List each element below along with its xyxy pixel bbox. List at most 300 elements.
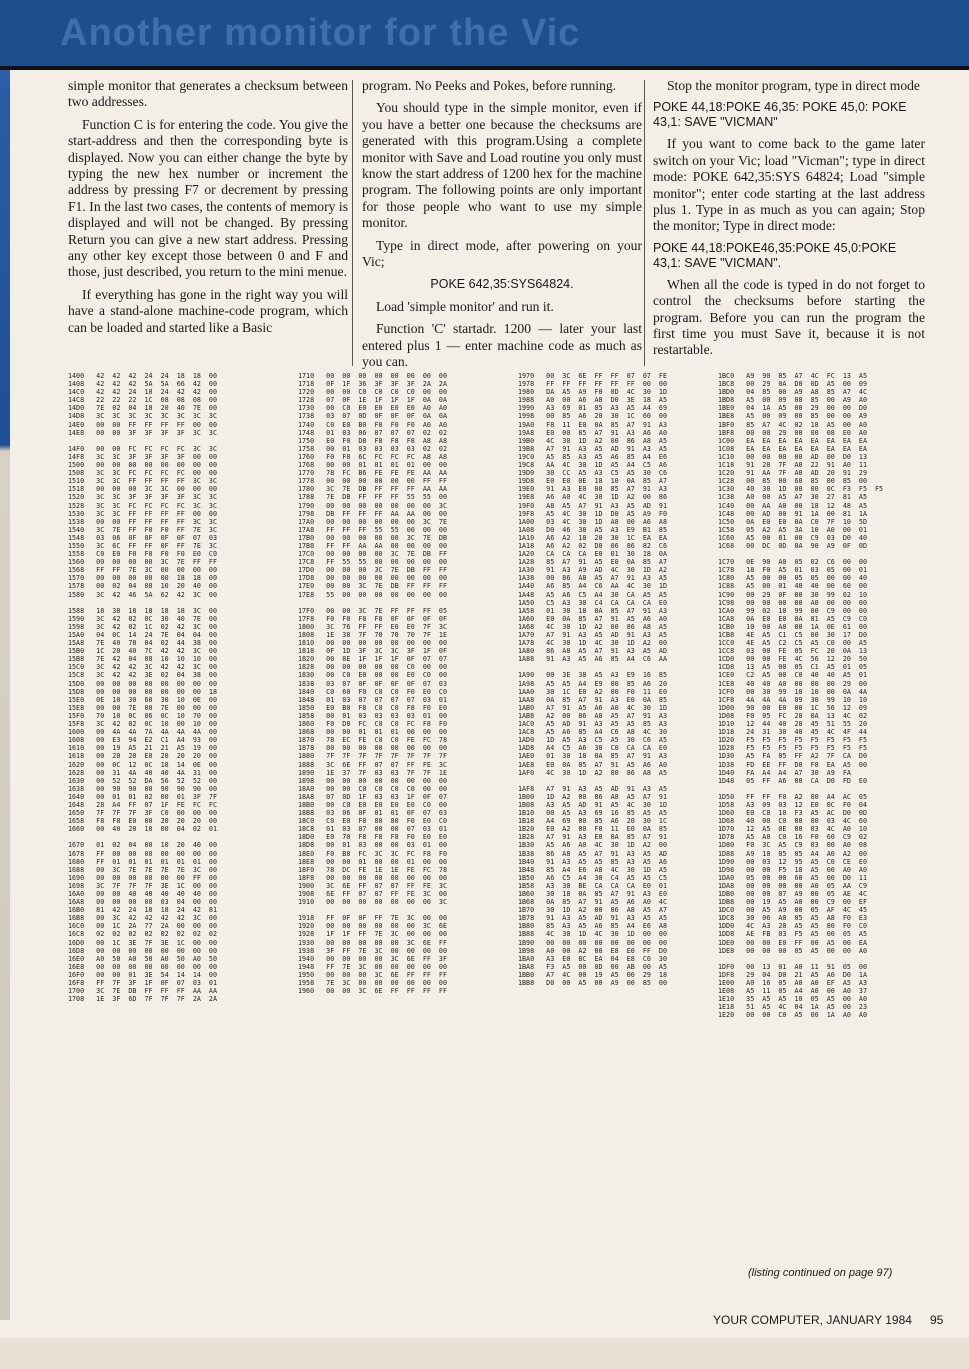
listing-row: 1DD8 AE FB 03 F5 A5 00 05 A5: [718, 930, 867, 939]
listing-row: 1690 00 00 00 00 00 00 FF 00: [68, 873, 217, 882]
listing-row: 1C80 A5 00 00 05 05 00 00 40: [718, 574, 867, 583]
listing-row: 1840 C0 60 F0 C0 C0 F0 E0 C0: [298, 687, 447, 696]
listing-row: 1830 00 C0 E0 00 00 E0 C0 00: [298, 671, 447, 680]
listing-row: 1598 3C 42 02 1C 02 42 3C 00: [68, 622, 217, 631]
listing-row: [718, 785, 888, 793]
listing-row: 1E20 00 00 C0 A5 00 1A A0 A0: [718, 1011, 867, 1020]
code-line: POKE 44,18:POKE46,35:POKE 45,0:POKE 43,1: SAVE "VICMAN".: [653, 240, 897, 270]
listing-row: 1978 FF FF FF FF FF FF 00 00: [518, 380, 667, 389]
listing-row: 1C20 91 AA 7F A0 AD 20 91 29: [718, 469, 867, 478]
listing-row: 1B18 A4 69 00 85 A6 20 30 1C: [518, 817, 667, 826]
listing-row: [68, 833, 238, 841]
listing-row: 19B8 A7 91 A3 A5 AD 91 A3 A5: [518, 444, 667, 453]
listing-row: 1920 00 00 00 00 00 00 3C 6E: [298, 922, 447, 931]
listing-row: 1B88 4C 30 1D 4C 30 1D 00 00: [518, 930, 667, 939]
listing-row: 1CC8 03 00 FE 05 FC 20 0A 13: [718, 647, 867, 656]
listing-row: 1750 E0 F0 D8 F8 F8 F8 A8 A8: [298, 436, 447, 445]
paragraph: If you want to come back to the game later switch on your Vic; load "Vicman"; type in direct mode: POKE 642,35:SYS 64824; Load "simple monitor"; enter code starting at the last address plus 1. Type in as much as you can again; Stop the monitor; Type in direct mode:: [653, 136, 925, 234]
listing-row: 1C98 00 00 00 00 A0 00 00 00: [718, 598, 867, 607]
listing-row: 1770 78 FC B6 FE FE FE AA AA: [298, 469, 447, 478]
listing-row: 1A38 00 86 A8 A5 A7 91 A3 A5: [518, 574, 667, 583]
listing-row: 1850 E0 B0 F8 C0 C0 F8 F0 E0: [298, 703, 447, 712]
listing-row: 1590 3C 42 02 0C 30 40 7E 00: [68, 614, 217, 623]
listing-row: 1AB8 A2 00 86 A8 A5 A7 91 A3: [518, 711, 667, 720]
bottom-edge: [0, 1338, 969, 1369]
listing-row: [718, 550, 888, 558]
listing-row: 1B68 0A 85 A7 91 A5 A6 A0 4C: [518, 898, 667, 907]
listing-row: 1948 FF 7E 3C 00 00 00 00 00: [298, 962, 447, 971]
listing-row: 1AB0 A7 91 A5 A6 A0 4C 30 1D: [518, 703, 667, 712]
listing-row: 15D0 00 00 00 00 00 00 00 00: [68, 679, 217, 688]
listing-row: 1958 7E 3C 00 00 00 00 00 00: [298, 979, 447, 988]
listing-row: 1790 00 00 00 00 00 00 00 3C: [298, 501, 447, 510]
listing-row: 1570 00 00 00 00 00 18 18 00: [68, 574, 217, 583]
listing-row: 1C90 00 29 0F 00 30 99 02 10: [718, 590, 867, 599]
listing-row: 1A78 4C 30 1D 4C 30 1D A2 00: [518, 639, 667, 648]
listing-row: 1CC0 4E A5 C2 C5 A5 C0 00 A5: [718, 639, 867, 648]
listing-row: 1BD0 04 85 00 A9 A8 85 A7 4C: [718, 388, 867, 397]
listing-row: 1500 00 00 00 00 00 00 00 00: [68, 461, 217, 470]
listing-row: 1A68 4C 30 1D A2 00 86 A8 A5: [518, 622, 667, 631]
listing-row: 18B0 00 C0 E0 E0 E0 E0 C0 00: [298, 800, 447, 809]
listing-row: 14F0 00 00 FC FC FC FC 3C 3C: [68, 444, 217, 453]
listing-row: 1BE8 A5 00 09 00 85 00 00 A9: [718, 412, 867, 421]
listing-row: 1660 00 40 20 10 00 04 02 01: [68, 825, 217, 834]
listing-row: 17C0 00 00 00 00 3C 7E DB FF: [298, 550, 447, 559]
listing-row: 19E0 91 A3 E0 00 85 A7 91 A3: [518, 485, 667, 494]
listing-row: 1A98 A5 A5 A4 E9 00 85 A6 20: [518, 679, 667, 688]
listing-row: 14E0 00 00 FF FF FF FF 00 00: [68, 420, 217, 429]
listing-row: 1708 1E 3F 6D 7F 7F 7F 2A 2A: [68, 995, 217, 1004]
listing-row: 1AE8 E0 0A 85 A7 91 A5 A6 A0: [518, 760, 667, 769]
listing-row: 15B8 7E 42 04 08 10 10 10 00: [68, 655, 217, 664]
listing-row: 1BF0 85 A7 4C 02 18 A5 00 A0: [718, 420, 867, 429]
listing-row: 1CE8 40 40 A0 00 00 00 29 00: [718, 679, 867, 688]
listing-row: 1D68 40 00 C0 00 00 03 4C 60: [718, 817, 867, 826]
listing-row: 1A10 A6 A2 18 20 30 1C EA EA: [518, 533, 667, 542]
listing-row: 1E00 A0 16 05 A0 A0 EF A5 A3: [718, 979, 867, 988]
listing-row: 18C8 01 03 07 00 00 07 03 01: [298, 825, 447, 834]
listing-row: 19D0 30 CC A5 A3 C5 A5 30 C6: [518, 469, 667, 478]
listing-row: 1560 00 00 00 00 3C 7E FF FF: [68, 558, 217, 567]
listing-row: 1CE0 C2 A5 00 C0 40 40 A5 01: [718, 671, 867, 680]
listing-column: [68, 372, 238, 1003]
listing-row: 1A18 A6 A2 02 D0 06 86 82 C6: [518, 541, 667, 550]
paragraph: program. No Peeks and Pokes, before running.: [362, 78, 617, 93]
listing-row: 1970 00 3C 6E FF FF 07 07 FE: [518, 372, 667, 380]
listing-row: 1618 00 20 20 E0 20 20 20 00: [68, 752, 217, 761]
listing-row: 1848 01 03 07 07 07 07 03 01: [298, 695, 447, 704]
listing-row: 1780 3C 7E DB FF FF FF AA AA: [298, 485, 447, 494]
listing-row: 1D38 FD EE FF D0 F8 EA A5 00: [718, 760, 867, 769]
listing-row: 1CD0 00 00 FE 4C 56 12 20 50: [718, 655, 867, 664]
listing-row: 19C0 A5 85 A3 A5 A6 85 A4 E6: [518, 452, 667, 461]
listing-row: 1D30 A5 FA 05 FF A2 7F CA D0: [718, 752, 867, 761]
listing-row: 15A0 04 0C 14 24 7E 04 04 00: [68, 631, 217, 639]
listing-row: 1D28 F5 F5 F5 F5 F5 F5 F5 F5: [718, 744, 867, 753]
listing-row: 1A88 91 A3 A5 A6 85 A4 C6 AA: [518, 655, 667, 664]
listing-row: 1768 00 00 01 01 01 01 00 00: [298, 461, 447, 470]
listing-row: 1518 00 00 00 3C 3C 00 00 00: [68, 485, 217, 494]
listing-row: [68, 599, 238, 607]
listing-row: 1B38 86 A8 A5 A7 91 A3 A5 AD: [518, 849, 667, 858]
listing-row: 1C38 A0 00 A5 A7 30 27 81 A5: [718, 493, 867, 502]
listing-row: 1E10 35 A5 A5 10 05 A5 00 A0: [718, 995, 867, 1004]
listing-row: 1E18 51 A5 4C 04 1A A5 00 23: [718, 1003, 867, 1012]
listing-row: 1888 3C 6E FF 07 07 FF FE 3C: [298, 760, 447, 769]
paragraph: Stop the monitor program, type in direct mode: [667, 78, 920, 93]
listing-row: 17B8 FF FF AA AA 00 00 00 00: [298, 541, 447, 550]
listing-row: 1640 00 01 01 02 00 01 3F 7F: [68, 792, 217, 801]
listing-row: 1C40 00 AA A0 00 18 12 48 A5: [718, 501, 867, 510]
listing-row: 1CF0 00 30 99 10 10 00 0A 4A: [718, 687, 867, 696]
listing-row: 1A28 85 A7 91 A5 E0 0A 85 A7: [518, 558, 667, 567]
listing-row: 1528 3C 3C FC FC FC FC 3C 3C: [68, 501, 217, 510]
listing-row: 1B08 A3 A5 AD 91 A5 4C 30 1D: [518, 800, 667, 809]
text-column-1: [68, 78, 348, 342]
listing-row: 1AF0 4C 30 1D A2 00 86 A8 A5: [518, 768, 667, 777]
continuation-note: (listing continued on page 97): [748, 1267, 893, 1279]
left-edge-strip: [0, 70, 10, 1320]
listing-row: 1508 3C 3C FC FC FC FC 00 00: [68, 469, 217, 478]
listing-row: 1758 00 01 03 03 03 03 02 02: [298, 444, 447, 453]
listing-row: 1740 C0 E0 B0 F0 F0 F0 A0 A0: [298, 420, 447, 429]
page-number: 95: [929, 1313, 944, 1327]
listing-row: 16A8 00 00 00 00 03 04 00 00: [68, 898, 217, 907]
listing-row: 19F8 A5 4C 30 1D D0 A5 A9 F0: [518, 509, 667, 518]
listing-row: 1798 DB FF FF FF AA AA 00 00: [298, 509, 447, 518]
listing-row: 1760 F0 F8 6C FC FC FC A8 A8: [298, 452, 447, 461]
listing-row: 1D88 A9 10 05 05 A4 A0 A2 00: [718, 849, 867, 858]
listing-row: 1998 00 85 A6 20 30 1C 60 00: [518, 412, 667, 421]
listing-row: 18A8 07 0D 1F 03 03 1F 0F 07: [298, 792, 447, 801]
listing-row: 1960 00 00 3C 6E FF FF FF FF: [298, 987, 447, 996]
listing-row: 1A50 C5 A3 30 C4 CA CA CA E0: [518, 598, 667, 607]
listing-row: 16F8 FF 7F 3F 1F 0F 07 03 01: [68, 979, 217, 988]
listing-row: 1DC8 30 06 A0 05 A5 A8 F0 E3: [718, 914, 867, 923]
listing-row: 1E08 A5 11 05 A4 A0 00 A0 37: [718, 987, 867, 996]
listing-row: [718, 955, 888, 963]
listing-row: 1990 A3 69 01 85 A3 A5 A4 69: [518, 404, 667, 413]
header-rule: [0, 66, 969, 70]
listing-row: 16C8 02 02 02 02 02 02 02 02: [68, 930, 217, 939]
listing-row: 1C28 00 85 00 60 85 00 85 00: [718, 477, 867, 486]
listing-row: 1720 00 00 C0 C0 C0 C0 00 00: [298, 388, 447, 397]
listing-column: [718, 372, 888, 1020]
listing-row: 1D20 F5 F5 F5 F5 F5 F5 F5 F5: [718, 736, 867, 745]
listing-row: 1828 00 00 00 00 00 C0 00 00: [298, 663, 447, 672]
listing-row: 18F8 00 00 00 00 00 00 00 00: [298, 873, 447, 882]
paragraph: Type in direct mode, after powering on your Vic;: [362, 237, 642, 270]
listing-row: 17C8 FF 55 55 00 00 00 00 00: [298, 558, 447, 567]
listing-row: 1B30 A5 A6 A0 4C 30 1D A2 00: [518, 841, 667, 850]
listing-row: 1898 00 00 00 00 00 00 00 00: [298, 776, 447, 785]
listing-row: 1B70 30 1D A2 00 86 A8 A5 A7: [518, 906, 667, 915]
listing-row: 18D0 E0 70 F8 F8 F8 F0 E0 E0: [298, 833, 447, 842]
listing-row: 1B10 00 A5 A3 69 16 85 A5 A5: [518, 809, 667, 818]
column-divider: [352, 80, 353, 366]
listing-row: 1C18 91 28 7F A0 22 91 A0 11: [718, 461, 867, 470]
listing-row: 1860 F0 D8 FC C0 C0 FC F8 F0: [298, 720, 447, 729]
listing-row: 1608 00 E3 94 E2 C1 A4 93 00: [68, 736, 217, 745]
listing-row: 1BA8 F3 A5 00 8D 00 AB 00 A5: [518, 962, 667, 971]
listing-row: 1B48 85 A4 E6 A8 4C 30 1D A5: [518, 865, 667, 874]
listing-row: 1A00 03 4C 30 1D A8 00 A6 A8: [518, 517, 667, 526]
listing-row: 1A90 00 3E 38 A5 A3 E9 16 85: [518, 671, 667, 680]
listing-row: 1808 1E 38 7F 70 70 70 7F 1E: [298, 631, 447, 639]
listing-row: 1710 00 00 00 00 00 00 00 00: [298, 372, 447, 380]
listing-row: 16E0 A0 50 A0 50 A0 50 A0 50: [68, 954, 217, 963]
listing-row: 19C8 AA 4C 30 1D A5 A4 C5 A6: [518, 461, 667, 470]
listing-row: 1818 0F 1D 3F 3C 3C 3F 1F 0F: [298, 647, 447, 656]
listing-row: 1820 00 8E 1F 1F 1F 0F 07 07: [298, 655, 447, 664]
listing-row: 1D70 12 A5 0E 00 03 4C A0 10: [718, 825, 867, 834]
listing-row: 1D50 FF FF F0 A2 00 A4 AC 05: [718, 792, 867, 801]
listing-row: [298, 906, 468, 914]
listing-row: 1578 00 02 04 08 10 20 40 00: [68, 582, 217, 591]
listing-row: 1408 42 42 42 5A 5A 66 42 00: [68, 380, 217, 389]
listing-row: 1D60 E0 C8 10 F3 A5 AC D0 0D: [718, 809, 867, 818]
listing-row: 1930 00 00 00 00 00 3C 6E FF: [298, 938, 447, 947]
listing-row: 1DA8 00 00 00 00 A0 05 AA C9: [718, 881, 867, 890]
listing-row: 1DB8 00 19 A5 A0 00 C9 00 EF: [718, 898, 867, 907]
listing-row: 1CB0 10 00 A0 00 1A 0E 61 00: [718, 622, 867, 631]
listing-row: 1D78 A5 A0 C0 16 F0 60 C9 02: [718, 833, 867, 842]
listing-row: 1980 DA A5 A9 F0 0D 4C 30 1D: [518, 388, 667, 397]
listing-row: 17E0 00 00 3C 7E DB FF FF FF: [298, 582, 447, 591]
listing-row: 18E8 00 00 01 00 00 01 00 00: [298, 857, 447, 866]
listing-row: 1CF8 4A 4A 4A 09 30 99 10 10: [718, 695, 867, 704]
listing-row: 1928 1F 1F FF 7E 3C 00 00 00: [298, 930, 447, 939]
listing-row: 1B78 91 A3 A5 AD 91 A3 A5 A5: [518, 914, 667, 923]
listing-row: 17B0 00 00 00 00 00 3C 7E DB: [298, 533, 447, 542]
listing-row: 1C10 00 00 00 00 AD 00 D0 13: [718, 452, 867, 461]
listing-row: 1BC8 00 29 0A D0 0D A5 00 09: [718, 380, 867, 389]
listing-row: 1988 A0 00 A6 A8 D0 3E 18 A5: [518, 396, 667, 405]
listing-row: 1688 00 3C 7E 7E 7E 7E 3C 00: [68, 865, 217, 874]
listing-row: 19F0 A8 A5 A7 91 A3 A5 AD 91: [518, 501, 667, 510]
listing-row: 14D0 7E 02 04 18 20 40 7E 00: [68, 404, 217, 413]
paragraph: Load 'simple monitor' and run it.: [376, 298, 554, 314]
listing-row: 1B98 A0 00 A2 00 E8 E0 FF D0: [518, 946, 667, 955]
listing-row: 1AD0 1D A5 A3 C5 A5 30 C6 A5: [518, 736, 667, 745]
listing-row: 1BD8 A5 00 09 08 85 00 A9 A0: [718, 396, 867, 405]
listing-row: 1870 78 EC FE C0 C0 FE FC 78: [298, 736, 447, 745]
listing-row: 1D98 00 00 F5 18 A5 00 A0 A0: [718, 865, 867, 874]
listing-row: 1AD8 A4 C5 A6 30 C0 CA CA E0: [518, 744, 667, 753]
listing-row: 1698 3C 7F 7F 7F 3E 1C 00 00: [68, 881, 217, 890]
listing-row: [518, 777, 688, 785]
listing-row: 1950 00 00 00 3C 6E FF FF FF: [298, 970, 447, 979]
listing-row: 15D8 00 00 00 00 00 00 00 18: [68, 687, 217, 696]
listing-row: 16F0 00 00 01 3E 54 14 14 00: [68, 970, 217, 979]
listing-row: 1A30 91 A3 A9 AD 4C 30 1D A2: [518, 566, 667, 575]
listing-row: 19B0 4C 30 1D A2 00 86 A8 A5: [518, 436, 667, 445]
listing-row: 1C08 EA EA EA EA EA EA EA EA: [718, 444, 867, 453]
listing-row: 1A60 E0 0A 85 A7 91 A5 A6 A0: [518, 614, 667, 623]
listing-row: 16D0 00 1C 3E 7F 3E 1C 00 00: [68, 938, 217, 947]
listing-row: 1BB0 A7 4C 00 19 A5 00 29 18: [518, 970, 667, 979]
listing-row: 1C30 40 30 1D 00 00 0C F3 F5 F5: [718, 485, 884, 494]
listing-row: 1B40 91 A3 A5 A5 85 A3 A5 A6: [518, 857, 667, 866]
listing-row: 1858 00 01 03 03 03 03 01 00: [298, 711, 447, 720]
listing-row: 1C88 A5 00 01 40 40 00 60 00: [718, 582, 867, 591]
listing-row: 1648 28 A4 FF 07 1F FE FC FC: [68, 800, 217, 809]
listing-row: 1938 3F FF 7E 3C 00 00 00 00: [298, 946, 447, 955]
listing-row: 1620 00 0C 12 0C 18 14 0E 00: [68, 760, 217, 769]
listing-row: 1C68 00 DC 0D 0A 90 A9 0F 0D: [718, 541, 867, 550]
listing-row: 14C0 42 42 24 18 24 42 42 00: [68, 388, 217, 397]
listing-row: 1910 00 00 00 00 00 00 00 3C: [298, 898, 447, 907]
listing-row: 17F8 F0 F0 F0 F0 0F 0F 0F 0F: [298, 614, 447, 623]
listing-row: 1D80 F0 3C A5 C9 03 00 A0 08: [718, 841, 867, 850]
listing-row: 18D8 00 01 03 00 00 03 01 00: [298, 841, 447, 850]
listing-row: 1BA0 A3 E0 8C EA 04 E8 C0 30: [518, 954, 667, 963]
listing-row: 1C70 0E 90 A0 05 02 C6 00 00: [718, 558, 867, 567]
listing-row: 1D18 24 31 30 40 45 4C 4F 44: [718, 728, 867, 737]
listing-row: 17A8 FF FF FF 55 55 00 00 00: [298, 525, 447, 534]
listing-row: 17F0 00 00 3C 7E FF FF FF 05: [298, 606, 447, 615]
listing-row: 1AA8 0A 85 A7 91 A3 E0 0A 85: [518, 695, 667, 704]
listing-row: 1630 00 52 52 DA 56 52 52 00: [68, 776, 217, 785]
listing-row: 17E8 55 00 00 00 00 00 00 00: [298, 590, 447, 599]
listing-row: 1718 0F 1F 36 3F 3F 3F 2A 2A: [298, 380, 447, 389]
paragraph: You should type in the simple monitor, even if you have a better one because the checksums are generated with this program.Using a complete monitor with Save and Load routine you only must know the start address of 1200 hex for the machine program. The following points are only important for those people who want to use my simple monitor.: [362, 100, 642, 231]
listing-row: 1650 7F 7F 7F 3F C0 00 00 00: [68, 809, 217, 818]
listing-row: 1C60 A5 00 81 00 C9 03 D0 40: [718, 533, 867, 542]
listing-row: 1900 3C 6E FF 07 07 FF FE 3C: [298, 881, 447, 890]
listing-row: 19A8 E0 00 85 A7 91 A3 A6 A0: [518, 428, 667, 437]
listing-row: 1940 00 00 00 00 3C 6E FF 3F: [298, 954, 447, 963]
listing-row: 1878 00 00 00 00 00 00 00 00: [298, 744, 447, 753]
listing-row: 15B0 1C 20 40 7C 42 42 3C 00: [68, 647, 217, 656]
listing-row: 1540 3C 7E FF F0 F0 FF 7E 3C: [68, 525, 217, 534]
listing-row: 1B90 00 00 00 00 00 00 00 00: [518, 938, 667, 947]
listing-row: 15F0 70 10 0C 06 0C 10 70 00: [68, 711, 217, 720]
listing-row: 1658 F8 F8 E0 00 20 20 20 00: [68, 817, 217, 826]
listing-row: 1DF0 00 13 01 A0 11 91 05 00: [718, 962, 867, 971]
listing-row: [518, 663, 688, 671]
listing-column: [298, 372, 468, 995]
header-banner: [0, 0, 969, 66]
listing-row: 17D8 00 00 00 00 00 00 00 00: [298, 574, 447, 583]
listing-row: 1AC0 A5 AD 91 A3 A5 A5 85 A3: [518, 720, 667, 729]
paragraph: simple monitor that generates a checksum between two addresses.: [68, 78, 348, 110]
listing-row: 1748 01 03 06 07 07 07 02 02: [298, 428, 447, 437]
listing-row: 1738 03 07 0D 0F 0F 0F 0A 0A: [298, 412, 447, 421]
listing-row: 14E8 00 00 3F 3F 3F 3F 3C 3C: [68, 428, 217, 437]
listing-row: 1B20 E0 A2 00 F0 11 E0 0A 85: [518, 825, 667, 834]
listing-row: 16B0 81 42 24 18 18 24 42 81: [68, 906, 217, 915]
listing-row: 1678 FF 00 00 00 00 00 00 00: [68, 849, 217, 858]
listing-row: 1A40 A6 85 A4 C6 AA 4C 30 1D: [518, 582, 667, 591]
listing-row: 1568 FF FF 7E 3C 00 00 00 00: [68, 566, 217, 575]
listing-row: 1778 00 00 00 00 00 00 FF FF: [298, 477, 447, 486]
listing-row: 14C8 22 22 22 1C 08 08 08 00: [68, 396, 217, 405]
listing-row: 1558 C0 E0 F0 F0 F0 F0 E0 C0: [68, 550, 217, 559]
listing-row: 1890 1E 37 7F 03 03 7F 7F 1E: [298, 768, 447, 777]
listing-row: 1DC0 00 A5 A9 00 05 AF 4C 45: [718, 906, 867, 915]
listing-row: 1550 3C 6C FF FF 0F FF 7E 3C: [68, 541, 217, 550]
listing-row: 1868 00 00 01 01 01 00 00 00: [298, 728, 447, 737]
listing-row: 1908 6E FF 07 07 FF FE 3C 00: [298, 890, 447, 898]
listing-row: 1A70 A7 91 A3 A5 AD 91 A3 A5: [518, 631, 667, 639]
listing-row: 1CA8 0A E0 E0 0A 81 A5 C9 C0: [718, 614, 867, 623]
listing-row: 1810 00 00 00 00 00 00 00 00: [298, 639, 447, 648]
magazine-credit: YOUR COMPUTER, JANUARY 1984: [713, 1313, 912, 1327]
listing-row: 15E0 0E 10 30 60 30 10 0E 00: [68, 695, 217, 704]
listing-row: 1D10 12 44 40 20 45 51 55 20: [718, 720, 867, 729]
listing-row: 1610 00 19 A5 21 21 A5 19 00: [68, 744, 217, 753]
listing-row: 1DA0 05 00 00 60 A5 00 D0 11: [718, 873, 867, 882]
listing-row: 1A80 86 A8 A5 A7 91 A3 A5 AD: [518, 647, 667, 656]
listing-row: 1C50 0A E0 E0 0A C0 7F 10 5D: [718, 517, 867, 526]
listing-row: 1A58 01 30 18 0A 85 A7 91 A3: [518, 606, 667, 615]
listing-row: 1700 3C 7E DB FF FF FF AA AA: [68, 987, 217, 996]
listing-row: 1600 00 4A 4A 7A 4A 4A 4A 00: [68, 728, 217, 737]
listing-row: 17D0 00 00 00 3C 7E DB FF FF: [298, 566, 447, 575]
listing-row: 1B80 85 A3 A5 A6 85 A4 E6 A8: [518, 922, 667, 931]
listing-row: 1DE0 00 00 E0 FF 00 A5 00 EA: [718, 938, 867, 947]
listing-row: 19D8 E0 E0 0E 18 10 0A 85 A7: [518, 477, 667, 486]
listing-row: 1838 03 07 0F 0F 0F 0F 07 03: [298, 679, 447, 688]
page-title: Another monitor for the Vic: [60, 12, 581, 54]
hex-listing: [68, 372, 938, 1292]
code-line: POKE 44,18:POKE 46,35: POKE 45,0: POKE 43,1: SAVE "VICMAN": [653, 100, 907, 130]
listing-column: [518, 372, 688, 987]
paragraph: Function C is for entering the code. You give the start-address and then the corresponding byte is displayed. Now you can either change the byte by typing the new hex number or increment the address by pressing F7 or decrement by pressing F1. In the last two cases, the contents of memory is displayed and will not be changed. By pressing Return you can give a new start address. Pressing any other key except those between 0 and F and those, just described, you return to the mini menue.: [68, 116, 348, 280]
listing-row: 18A0 00 00 C0 C0 C0 C0 00 00: [298, 784, 447, 793]
listing-row: 1B00 1D A2 00 86 A8 A5 A7 91: [518, 792, 667, 801]
listing-row: 1D58 A3 09 03 12 E0 0C F0 04: [718, 800, 867, 809]
listing-row: 1AA0 30 1C E0 A2 00 F0 11 E0: [518, 687, 667, 696]
listing-row: 1628 00 31 4A 40 40 4A 31 00: [68, 768, 217, 777]
listing-row: 18F0 78 DC FE 1E 1E FE FC 78: [298, 865, 447, 874]
listing-row: 1588 18 38 18 18 18 18 3C 00: [68, 606, 217, 615]
listing-row: 1D48 05 FF A6 00 CA D0 FD E0: [718, 776, 867, 785]
listing-row: 1B50 A6 C5 A4 30 C4 A5 A5 C5: [518, 873, 667, 882]
listing-row: 15A8 7E 40 78 04 02 44 38 00: [68, 639, 217, 648]
listing-row: 1AE0 01 30 18 0A 85 A7 91 A3: [518, 752, 667, 761]
listing-row: 1D00 90 00 E0 00 1C 56 12 09: [718, 703, 867, 712]
listing-row: 1B28 A7 91 A3 E0 0A 85 A7 91: [518, 833, 667, 842]
listing-row: 1638 00 90 90 00 90 90 90 00: [68, 784, 217, 793]
listing-row: 1C00 EA EA EA EA EA EA EA EA: [718, 436, 867, 445]
listing-row: 1DD0 4C A3 20 A5 A5 80 F0 C0: [718, 922, 867, 931]
paragraph: Function 'C' startadr. 1200 — later your last entered plus 1 — enter machine code as much as you can.: [362, 321, 642, 370]
column-divider: [644, 80, 645, 366]
listing-row: 1510 3C 3C FF FF FF FF 3C 3C: [68, 477, 217, 486]
listing-row: 1C58 05 A2 A5 3A 10 A0 00 01: [718, 525, 867, 534]
listing-row: 1AC8 A5 A6 85 A4 C6 A8 4C 30: [518, 728, 667, 737]
text-column-2: [362, 78, 642, 377]
listing-row: 1A20 CA CA CA E0 01 30 18 0A: [518, 550, 667, 559]
listing-row: 16E8 00 00 00 00 00 00 00 00: [68, 962, 217, 971]
listing-row: 17A0 00 00 00 00 00 00 3C 7E: [298, 517, 447, 526]
listing-row: 1DF8 29 04 D0 21 A5 A0 D0 1A: [718, 970, 867, 979]
listing-row: 1A08 D0 46 38 A5 A3 E9 B1 85: [518, 525, 667, 534]
listing-row: 18C0 C0 E0 F0 80 80 F0 E0 C0: [298, 817, 447, 826]
listing-row: 1730 00 C0 E0 E0 E0 E0 A0 A0: [298, 404, 447, 413]
listing-row: 1D40 FA A4 A4 A7 30 A9 FA: [718, 768, 851, 777]
listing-row: 16D8 00 00 00 00 00 00 00 00: [68, 946, 217, 955]
listing-row: 1CA0 99 02 10 99 00 C9 00 00: [718, 606, 867, 615]
listing-row: 14D8 3C 3C 3C 3C 3C 3C 3C 3C: [68, 412, 217, 421]
listing-row: 1530 3C 3C FF FF FF FF 00 00: [68, 509, 217, 518]
paragraph: When all the code is typed in do not forget to control the checksums before starting the program. Before you can run the program the first time you must Save it, because it is not restartable.: [653, 276, 925, 358]
paragraph: If everything has gone in the right way you will have a stand-alone machine-code program, which can be loaded and started like a Basic: [68, 286, 348, 335]
listing-row: 1B58 A3 30 BE CA CA CA E0 01: [518, 881, 667, 890]
